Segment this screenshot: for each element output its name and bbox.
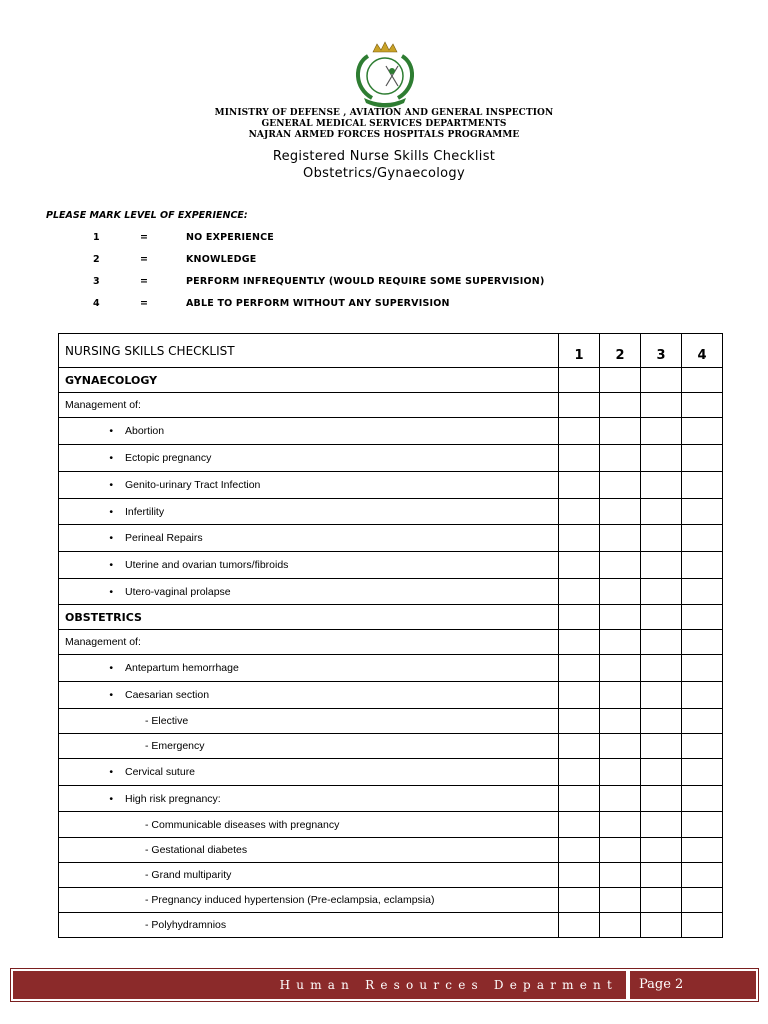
table-row bbox=[59, 838, 723, 863]
experience-level-2-cell[interactable] bbox=[600, 734, 641, 759]
experience-level-2-cell[interactable] bbox=[600, 393, 641, 418]
bullet-icon: • bbox=[109, 425, 113, 437]
bullet-icon: • bbox=[109, 532, 113, 544]
skill-cell bbox=[59, 734, 559, 759]
experience-level-3-cell[interactable] bbox=[641, 709, 682, 734]
skill-cell bbox=[59, 682, 559, 709]
skill-cell bbox=[59, 418, 559, 445]
legend-desc: ABLE TO PERFORM WITHOUT ANY SUPERVISION bbox=[186, 298, 450, 309]
legend-num: 3 bbox=[93, 276, 100, 287]
legend-desc: NO EXPERIENCE bbox=[186, 232, 274, 243]
column-header-4: 4 bbox=[682, 334, 723, 368]
programme-line: NAJRAN ARMED FORCES HOSPITALS PROGRAMME bbox=[248, 130, 520, 140]
experience-level-4-cell[interactable] bbox=[682, 525, 723, 552]
experience-level-3-cell[interactable] bbox=[641, 913, 682, 938]
experience-level-1-cell[interactable] bbox=[559, 605, 600, 630]
legend-num: 1 bbox=[93, 232, 100, 243]
experience-level-1-cell[interactable] bbox=[559, 368, 600, 393]
experience-level-4-cell[interactable] bbox=[682, 709, 723, 734]
experience-level-3-cell[interactable] bbox=[641, 759, 682, 786]
table-row bbox=[59, 445, 723, 472]
table-row bbox=[59, 655, 723, 682]
experience-level-4-cell[interactable] bbox=[682, 368, 723, 393]
skill-cell bbox=[59, 525, 559, 552]
experience-level-2-cell[interactable] bbox=[600, 445, 641, 472]
experience-level-3-cell[interactable] bbox=[641, 525, 682, 552]
department-line: GENERAL MEDICAL SERVICES DEPARTMENTS bbox=[261, 119, 507, 129]
experience-level-1-cell[interactable] bbox=[559, 418, 600, 445]
column-header-3: 3 bbox=[641, 334, 682, 368]
table-row bbox=[59, 472, 723, 499]
experience-level-4-cell[interactable] bbox=[682, 630, 723, 655]
experience-level-4-cell[interactable] bbox=[682, 759, 723, 786]
skill-cell bbox=[59, 552, 559, 579]
experience-level-2-cell[interactable] bbox=[600, 888, 641, 913]
bullet-icon: • bbox=[109, 792, 113, 805]
experience-level-3-cell[interactable] bbox=[641, 786, 682, 812]
experience-level-3-cell[interactable] bbox=[641, 499, 682, 525]
skill-label: High risk pregnancy: bbox=[125, 792, 221, 805]
skill-label: OBSTETRICS bbox=[65, 610, 142, 624]
table-row bbox=[59, 759, 723, 786]
table-row bbox=[59, 734, 723, 759]
document-title: Registered Nurse Skills Checklist bbox=[272, 149, 496, 164]
experience-level-4-cell[interactable] bbox=[682, 786, 723, 812]
experience-level-3-cell[interactable] bbox=[641, 472, 682, 499]
table-row bbox=[59, 682, 723, 709]
experience-level-4-cell[interactable] bbox=[682, 888, 723, 913]
experience-level-4-cell[interactable] bbox=[682, 655, 723, 682]
skill-cell bbox=[59, 499, 559, 525]
skill-label: Infertility bbox=[125, 505, 165, 518]
skill-cell bbox=[59, 863, 559, 888]
legend-num: 2 bbox=[93, 254, 100, 265]
skill-cell bbox=[59, 605, 559, 630]
experience-level-1-cell[interactable] bbox=[559, 812, 600, 838]
skill-cell bbox=[59, 472, 559, 499]
skill-cell bbox=[59, 579, 559, 605]
experience-level-1-cell[interactable] bbox=[559, 888, 600, 913]
column-header-2: 2 bbox=[600, 334, 641, 368]
experience-level-4-cell[interactable] bbox=[682, 812, 723, 838]
skill-label: Antepartum hemorrhage bbox=[125, 662, 239, 674]
ministry-line: MINISTRY OF DEFENSE , AVIATION AND GENERAL INSPECTION bbox=[214, 108, 554, 118]
experience-level-1-cell[interactable] bbox=[559, 863, 600, 888]
table-row bbox=[59, 605, 723, 630]
experience-level-2-cell[interactable] bbox=[600, 838, 641, 863]
experience-level-2-cell[interactable] bbox=[600, 863, 641, 888]
footer-page-bar bbox=[630, 971, 756, 999]
legend-eq: = bbox=[140, 232, 149, 243]
experience-level-1-cell[interactable] bbox=[559, 445, 600, 472]
skill-label: Abortion bbox=[125, 425, 165, 437]
experience-level-4-cell[interactable] bbox=[682, 863, 723, 888]
experience-level-3-cell[interactable] bbox=[641, 734, 682, 759]
skill-cell bbox=[59, 709, 559, 734]
experience-level-1-cell[interactable] bbox=[559, 759, 600, 786]
skill-label: - Polyhydramnios bbox=[145, 919, 227, 931]
experience-level-2-cell[interactable] bbox=[600, 499, 641, 525]
skill-cell bbox=[59, 838, 559, 863]
skill-label: - Pregnancy induced hypertension (Pre-eclampsia, eclampsia) bbox=[145, 894, 435, 906]
table-heading: NURSING SKILLS CHECKLIST bbox=[59, 334, 559, 368]
experience-level-1-cell[interactable] bbox=[559, 552, 600, 579]
skill-label: Ectopic pregnancy bbox=[125, 452, 212, 464]
skill-cell bbox=[59, 913, 559, 938]
table-row bbox=[59, 525, 723, 552]
experience-level-4-cell[interactable] bbox=[682, 734, 723, 759]
legend-desc: PERFORM INFREQUENTLY (WOULD REQUIRE SOME SUPERVISION) bbox=[186, 276, 545, 287]
bullet-icon: • bbox=[109, 559, 113, 571]
skill-label: Caesarian section bbox=[125, 689, 210, 701]
skills-checklist-table bbox=[58, 333, 723, 938]
skill-cell bbox=[59, 368, 559, 393]
experience-level-1-cell[interactable] bbox=[559, 499, 600, 525]
skill-label: - Emergency bbox=[145, 740, 205, 752]
document-subtitle: Obstetrics/Gynaecology bbox=[303, 166, 465, 181]
bullet-icon: • bbox=[109, 766, 113, 778]
experience-level-4-cell[interactable] bbox=[682, 418, 723, 445]
skill-label: - Communicable diseases with pregnancy bbox=[145, 818, 340, 831]
legend-desc: KNOWLEDGE bbox=[186, 254, 257, 265]
experience-level-2-cell[interactable] bbox=[600, 759, 641, 786]
experience-level-2-cell[interactable] bbox=[600, 709, 641, 734]
experience-level-1-cell[interactable] bbox=[559, 682, 600, 709]
experience-level-2-cell[interactable] bbox=[600, 605, 641, 630]
legend-eq: = bbox=[140, 254, 149, 265]
experience-level-4-cell[interactable] bbox=[682, 393, 723, 418]
bullet-icon: • bbox=[109, 479, 113, 491]
skill-label: - Elective bbox=[145, 715, 189, 727]
skill-label: Perineal Repairs bbox=[125, 532, 203, 544]
skill-cell bbox=[59, 812, 559, 838]
experience-level-3-cell[interactable] bbox=[641, 630, 682, 655]
experience-level-4-cell[interactable] bbox=[682, 579, 723, 605]
table-row bbox=[59, 552, 723, 579]
experience-level-2-cell[interactable] bbox=[600, 812, 641, 838]
experience-level-2-cell[interactable] bbox=[600, 368, 641, 393]
experience-level-4-cell[interactable] bbox=[682, 445, 723, 472]
skill-label: - Gestational diabetes bbox=[145, 844, 248, 856]
skill-label: Genito-urinary Tract Infection bbox=[125, 479, 261, 491]
table-row bbox=[59, 579, 723, 605]
experience-level-1-cell[interactable] bbox=[559, 579, 600, 605]
table-row bbox=[59, 499, 723, 525]
experience-level-2-cell[interactable] bbox=[600, 472, 641, 499]
footer-page-number: Page 2 bbox=[639, 977, 684, 992]
table-row bbox=[59, 368, 723, 393]
table-row bbox=[59, 786, 723, 812]
experience-level-3-cell[interactable] bbox=[641, 888, 682, 913]
experience-level-1-cell[interactable] bbox=[559, 838, 600, 863]
experience-level-3-cell[interactable] bbox=[641, 393, 682, 418]
bullet-icon: • bbox=[109, 585, 113, 598]
experience-level-3-cell[interactable] bbox=[641, 579, 682, 605]
skill-label: Utero-vaginal prolapse bbox=[125, 585, 231, 598]
skill-cell bbox=[59, 393, 559, 418]
skill-cell bbox=[59, 759, 559, 786]
experience-level-1-cell[interactable] bbox=[559, 630, 600, 655]
bullet-icon: • bbox=[109, 662, 113, 674]
experience-level-1-cell[interactable] bbox=[559, 734, 600, 759]
experience-level-4-cell[interactable] bbox=[682, 552, 723, 579]
skill-cell bbox=[59, 445, 559, 472]
experience-level-4-cell[interactable] bbox=[682, 838, 723, 863]
experience-level-3-cell[interactable] bbox=[641, 552, 682, 579]
experience-level-3-cell[interactable] bbox=[641, 418, 682, 445]
experience-level-4-cell[interactable] bbox=[682, 605, 723, 630]
experience-level-4-cell[interactable] bbox=[682, 682, 723, 709]
experience-level-3-cell[interactable] bbox=[641, 655, 682, 682]
page-footer bbox=[10, 968, 759, 1002]
experience-level-1-cell[interactable] bbox=[559, 913, 600, 938]
skill-label: Management of: bbox=[65, 399, 141, 411]
experience-level-3-cell[interactable] bbox=[641, 838, 682, 863]
experience-level-4-cell[interactable] bbox=[682, 499, 723, 525]
experience-level-2-cell[interactable] bbox=[600, 552, 641, 579]
experience-level-3-cell[interactable] bbox=[641, 863, 682, 888]
experience-level-4-cell[interactable] bbox=[682, 913, 723, 938]
experience-level-2-cell[interactable] bbox=[600, 682, 641, 709]
experience-level-2-cell[interactable] bbox=[600, 630, 641, 655]
experience-level-2-cell[interactable] bbox=[600, 418, 641, 445]
experience-level-1-cell[interactable] bbox=[559, 655, 600, 682]
experience-level-3-cell[interactable] bbox=[641, 368, 682, 393]
column-header-1: 1 bbox=[559, 334, 600, 368]
table-row bbox=[59, 630, 723, 655]
bullet-icon: • bbox=[109, 505, 113, 518]
experience-level-4-cell[interactable] bbox=[682, 472, 723, 499]
experience-level-2-cell[interactable] bbox=[600, 786, 641, 812]
experience-level-1-cell[interactable] bbox=[559, 525, 600, 552]
table-row bbox=[59, 393, 723, 418]
ministry-emblem-logo bbox=[346, 40, 424, 110]
table-row bbox=[59, 863, 723, 888]
experience-level-3-cell[interactable] bbox=[641, 445, 682, 472]
instructions-heading: PLEASE MARK LEVEL OF EXPERIENCE: bbox=[46, 210, 248, 221]
legend-eq: = bbox=[140, 298, 149, 309]
table-row bbox=[59, 709, 723, 734]
legend-num: 4 bbox=[93, 298, 100, 309]
skill-cell bbox=[59, 888, 559, 913]
experience-level-3-cell[interactable] bbox=[641, 605, 682, 630]
skill-label: Uterine and ovarian tumors/fibroids bbox=[125, 559, 289, 571]
experience-level-1-cell[interactable] bbox=[559, 709, 600, 734]
table-header-row bbox=[59, 334, 723, 368]
legend-eq: = bbox=[140, 276, 149, 287]
experience-level-1-cell[interactable] bbox=[559, 786, 600, 812]
table-row bbox=[59, 888, 723, 913]
table-row bbox=[59, 913, 723, 938]
footer-department: Human Resources Deparment bbox=[279, 978, 618, 992]
experience-level-2-cell[interactable] bbox=[600, 525, 641, 552]
footer-department-bar bbox=[13, 971, 626, 999]
table-row bbox=[59, 812, 723, 838]
skill-label: Management of: bbox=[65, 636, 141, 648]
experience-level-2-cell[interactable] bbox=[600, 913, 641, 938]
skill-cell bbox=[59, 630, 559, 655]
skill-cell bbox=[59, 786, 559, 812]
bullet-icon: • bbox=[109, 689, 113, 701]
table-row bbox=[59, 418, 723, 445]
experience-level-1-cell[interactable] bbox=[559, 393, 600, 418]
experience-level-3-cell[interactable] bbox=[641, 812, 682, 838]
skill-label: - Grand multiparity bbox=[145, 869, 232, 881]
skill-label: GYNAECOLOGY bbox=[65, 373, 158, 387]
skill-label: Cervical suture bbox=[125, 766, 196, 778]
experience-level-2-cell[interactable] bbox=[600, 655, 641, 682]
experience-level-2-cell[interactable] bbox=[600, 579, 641, 605]
bullet-icon: • bbox=[109, 452, 113, 464]
experience-level-3-cell[interactable] bbox=[641, 682, 682, 709]
experience-level-1-cell[interactable] bbox=[559, 472, 600, 499]
skill-cell bbox=[59, 655, 559, 682]
